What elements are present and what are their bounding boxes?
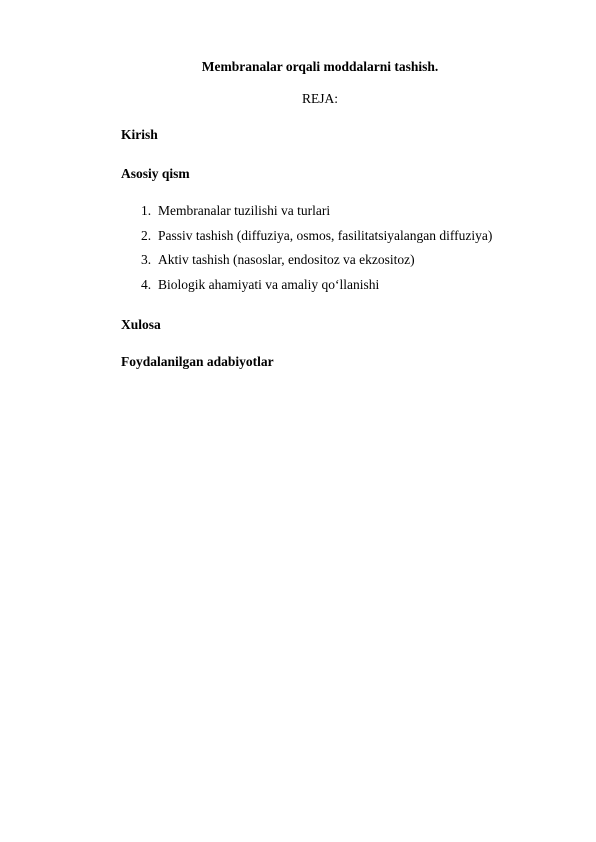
list-item-number: 3. xyxy=(141,252,152,267)
list-item-text: Aktiv tashish (nasoslar, endositoz va ekzositoz) xyxy=(158,252,415,267)
section-intro: Kirish xyxy=(121,127,158,142)
section-main-part: Asosiy qism xyxy=(121,166,190,181)
list-item-text: Passiv tashish (diffuziya, osmos, fasilitatsiyalangan diffuziya) xyxy=(158,227,493,243)
section-references: Foydalanilgan adabiyotlar xyxy=(121,354,274,369)
list-item xyxy=(141,276,492,301)
list-item-number: 4. xyxy=(141,276,152,292)
plan-heading: REJA: xyxy=(301,91,338,106)
list-item xyxy=(141,227,492,252)
document-title: Membranalar orqali moddalarni tashish. xyxy=(201,59,439,74)
list-item xyxy=(141,202,492,227)
list-item-number: 1. xyxy=(141,203,152,218)
plan-list xyxy=(141,202,492,300)
list-item-text: Membranalar tuzilishi va turlari xyxy=(158,203,331,218)
list-item-number: 2. xyxy=(141,227,152,243)
section-conclusion: Xulosa xyxy=(121,317,161,332)
list-item-text: Biologik ahamiyati va amaliy qo‘llanishi xyxy=(158,276,380,292)
list-item xyxy=(141,251,492,276)
